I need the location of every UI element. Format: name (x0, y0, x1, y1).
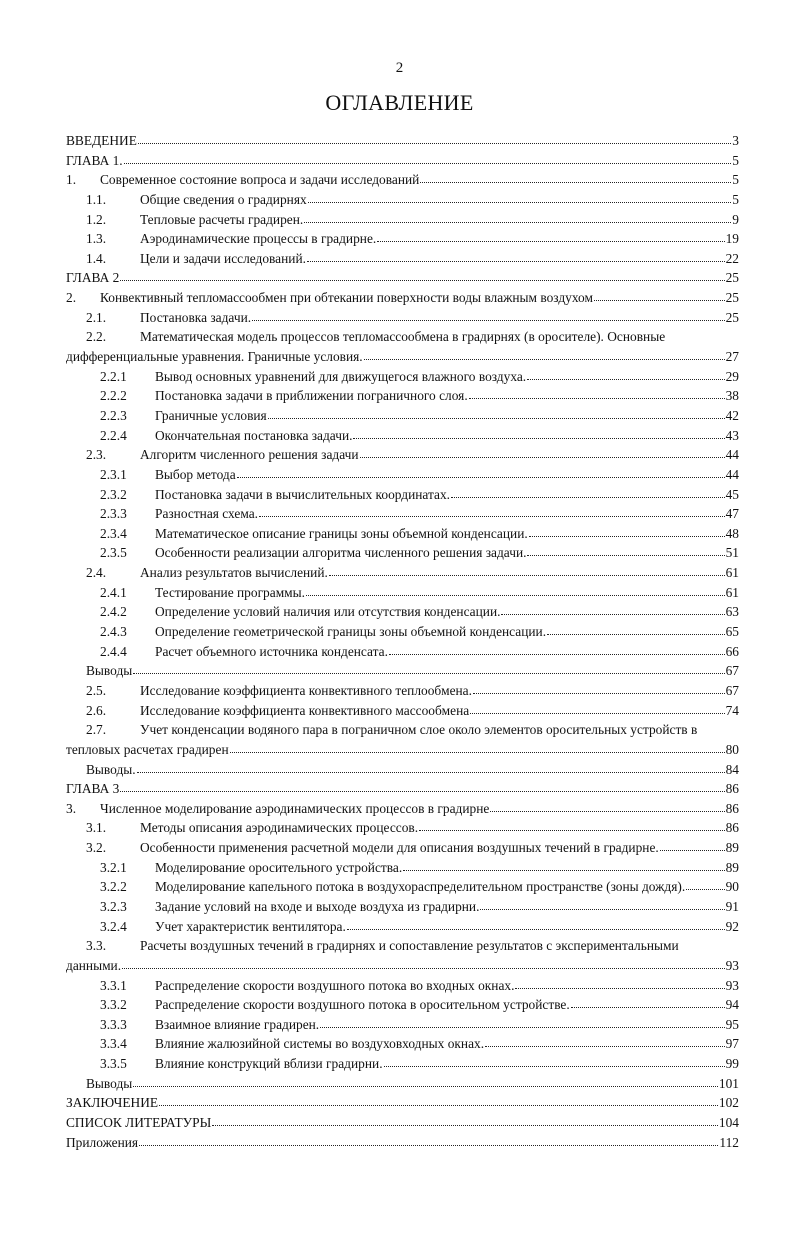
toc-entry-page: 91 (725, 898, 739, 914)
toc-entry[interactable] (66, 642, 739, 662)
dot-leader (384, 1056, 725, 1068)
toc-entry-number: 3.2.3 (100, 898, 127, 914)
toc-entry-number: 2.3.1 (100, 466, 127, 482)
toc-entry-page: 29 (725, 368, 739, 384)
toc-entry-title: Тестирование программы. (155, 584, 305, 600)
toc-entry-number: 3.2.2 (100, 879, 127, 895)
toc-entry-page: 99 (725, 1056, 739, 1072)
toc-entry-page: 48 (725, 525, 739, 541)
dot-leader (529, 526, 725, 538)
dot-leader (515, 978, 724, 990)
toc-entry-number: 2. (66, 290, 77, 306)
dot-leader (329, 565, 725, 577)
toc-entry[interactable] (66, 681, 739, 701)
toc-entry[interactable] (66, 1113, 739, 1133)
dot-leader (237, 467, 725, 479)
toc-entry-number: 2.3.4 (100, 525, 127, 541)
toc-entry[interactable] (66, 1034, 739, 1054)
toc-entry-title: ВВЕДЕНИЕ (66, 133, 137, 148)
toc-entry-number: 3.1. (86, 820, 107, 836)
toc-entry-number: 3.3. (86, 938, 107, 954)
toc-entry-title: Постановка задачи в вычислительных координатах. (155, 486, 451, 502)
toc-entry-title: Определение условий наличия или отсутствия конденсации. (155, 604, 501, 620)
toc-entry-title: Влияние конструкций вблизи градирни. (155, 1056, 383, 1072)
toc-entry-page: 27 (725, 349, 739, 365)
toc-entry-title: Распределение скорости воздушного потока в оросительном устройстве. (155, 997, 570, 1013)
toc-entry-title: Постановка задачи в приближении пограничного слоя. (155, 388, 468, 404)
toc-entry-title: Математическая модель процессов тепломассообмена в градирнях (в оросителе). Основные (140, 329, 666, 345)
toc-entry-number: 3.2.4 (100, 918, 127, 934)
dot-leader (124, 153, 732, 165)
toc-entry-number: 2.1. (86, 309, 107, 325)
toc-entry-title: Исследование коэффициента конвективного массообмена (140, 702, 470, 718)
toc-entry-page: 80 (725, 741, 739, 757)
toc-entry[interactable] (66, 917, 739, 937)
table-of-contents (66, 131, 739, 1152)
toc-entry-title: Моделирование капельного потока в воздухораспределительном пространстве (зоны дождя). (155, 879, 686, 895)
toc-entry-page: 9 (732, 211, 739, 227)
dot-leader (159, 1095, 718, 1107)
toc-entry-number: 2.4.3 (100, 624, 127, 640)
toc-entry-page: 97 (725, 1036, 739, 1052)
toc-entry-number: 2.2.4 (100, 427, 127, 443)
toc-entry-number: 2.2.3 (100, 407, 127, 423)
toc-entry-title: Постановка задачи. (140, 309, 252, 325)
toc-entry-page: 61 (725, 565, 739, 581)
dot-leader (420, 172, 731, 184)
dot-leader (308, 192, 732, 204)
toc-entry[interactable] (66, 583, 739, 603)
toc-entry-title: Аэродинамические процессы в градирне. (140, 231, 377, 247)
toc-entry-number: 1.4. (86, 250, 107, 266)
toc-entry[interactable] (66, 661, 739, 681)
toc-entry-title: Задание условий на входе и выходе воздуха из градирни. (155, 898, 480, 914)
toc-entry-page: 93 (725, 957, 739, 973)
toc-entry-number: 2.3.3 (100, 506, 127, 522)
toc-entry[interactable] (66, 602, 739, 622)
toc-entry-page: 101 (718, 1075, 739, 1091)
toc-entry[interactable] (66, 543, 739, 563)
toc-entry-page: 95 (725, 1016, 739, 1032)
toc-entry[interactable] (66, 445, 739, 465)
toc-entry-number: 1.2. (86, 211, 107, 227)
toc-entry-number: 1.3. (86, 231, 107, 247)
toc-title: ОГЛАВЛЕНИЕ (325, 90, 474, 115)
toc-entry-page: 66 (725, 643, 739, 659)
toc-entry[interactable] (66, 740, 739, 760)
toc-entry-title: данными. (66, 957, 122, 973)
toc-entry-title: Приложения (66, 1134, 139, 1150)
toc-entry[interactable] (66, 720, 739, 740)
toc-entry-title: Распределение скорости воздушного потока во входных окнах. (155, 977, 515, 993)
dot-leader (347, 919, 725, 931)
toc-entry-title: Выводы (86, 663, 133, 679)
toc-entry-number: 3.3.1 (100, 977, 127, 993)
dot-leader (122, 958, 725, 970)
toc-entry[interactable] (66, 799, 739, 819)
dot-leader (469, 388, 725, 400)
toc-entry-number: 2.4.2 (100, 604, 127, 620)
toc-entry[interactable] (66, 347, 739, 367)
toc-entry-page: 94 (725, 997, 739, 1013)
toc-entry-title: Цели и задачи исследований. (140, 250, 306, 266)
toc-entry-title: Выбор метода (155, 466, 236, 482)
dot-leader (686, 879, 724, 891)
toc-entry[interactable] (66, 779, 739, 799)
toc-entry-title: Тепловые расчеты градирен. (140, 211, 304, 227)
toc-entry[interactable] (66, 897, 739, 917)
dot-leader (320, 1017, 724, 1029)
toc-entry[interactable] (66, 1093, 739, 1113)
toc-entry[interactable] (66, 1074, 739, 1094)
toc-entry-page: 38 (725, 388, 739, 404)
toc-entry-title: Расчет объемного источника конденсата. (155, 643, 388, 659)
toc-entry[interactable] (66, 131, 739, 151)
page-number: 2 (395, 60, 404, 76)
toc-entry-page: 86 (725, 820, 739, 836)
dot-leader (133, 663, 724, 675)
toc-entry-title: Алгоритм численного решения задачи (140, 447, 359, 463)
toc-entry[interactable] (66, 1054, 739, 1074)
toc-entry-title: Учет характеристик вентилятора. (155, 918, 346, 934)
toc-entry-number: 3.3.3 (100, 1016, 127, 1032)
toc-entry[interactable] (66, 308, 739, 328)
toc-entry-title: Численное моделирование аэродинамических процессов в градирне (100, 800, 490, 816)
toc-entry-page: 92 (725, 918, 739, 934)
toc-entry-number: 3. (66, 800, 77, 816)
dot-leader (304, 212, 731, 224)
toc-entry[interactable] (66, 1015, 739, 1035)
dot-leader (403, 860, 724, 872)
toc-entry-page: 25 (725, 309, 739, 325)
dot-leader (547, 624, 725, 636)
dot-leader (490, 801, 724, 813)
dot-leader (137, 762, 725, 774)
toc-entry-page: 22 (725, 250, 739, 266)
toc-entry-number: 2.3.5 (100, 545, 127, 561)
toc-entry-title: Общие сведения о градирнях (140, 191, 307, 207)
toc-entry-number: 2.2. (86, 329, 107, 345)
toc-entry-page: 44 (725, 466, 739, 482)
toc-entry[interactable] (66, 524, 739, 544)
toc-entry-page: 67 (725, 663, 739, 679)
toc-entry[interactable] (66, 1133, 739, 1153)
toc-entry[interactable] (66, 170, 739, 190)
dot-leader (470, 703, 724, 715)
toc-entry-title: Граничные условия (155, 407, 267, 423)
toc-entry-number: 3.2. (86, 840, 107, 856)
toc-entry-title: Математическое описание границы зоны объемной конденсации. (155, 525, 528, 541)
toc-entry-title: Выводы (86, 1075, 133, 1091)
toc-entry-page: 93 (725, 977, 739, 993)
toc-entry-page: 47 (725, 506, 739, 522)
toc-entry-title: Окончательная постановка задачи. (155, 427, 353, 443)
toc-entry[interactable] (66, 936, 739, 956)
dot-leader (377, 231, 724, 243)
toc-entry[interactable] (66, 151, 739, 171)
toc-entry-page: 3 (732, 133, 739, 148)
dot-leader (451, 487, 725, 499)
toc-entry-title: ГЛАВА 1. (66, 152, 123, 168)
dot-leader (364, 349, 725, 361)
toc-entry-number: 3.2.1 (100, 859, 127, 875)
dot-leader (501, 604, 724, 616)
toc-entry[interactable] (66, 367, 739, 387)
toc-entry-page: 84 (725, 761, 739, 777)
dot-leader (473, 683, 725, 695)
dot-leader (120, 781, 724, 793)
toc-entry-page: 25 (725, 270, 739, 286)
toc-entry[interactable] (66, 956, 739, 976)
toc-entry[interactable] (66, 249, 739, 269)
toc-entry-page: 90 (725, 879, 739, 895)
dot-leader (252, 310, 725, 322)
toc-entry[interactable] (66, 563, 739, 583)
dot-leader (485, 1036, 725, 1048)
toc-entry-number: 3.3.5 (100, 1056, 127, 1072)
toc-entry[interactable] (66, 760, 739, 780)
dot-leader (527, 369, 724, 381)
toc-entry[interactable] (66, 327, 739, 347)
toc-entry-number: 1.1. (86, 191, 107, 207)
toc-entry-page: 43 (725, 427, 739, 443)
toc-entry-title: ГЛАВА 3 (66, 781, 120, 797)
dot-leader (353, 428, 724, 440)
toc-entry-page: 104 (718, 1115, 739, 1131)
toc-entry-number: 3.3.4 (100, 1036, 127, 1052)
toc-entry[interactable] (66, 268, 739, 288)
toc-entry-page: 102 (718, 1095, 739, 1111)
toc-entry-page: 61 (725, 584, 739, 600)
toc-entry-title: Выводы. (86, 761, 136, 777)
toc-entry-number: 2.3. (86, 447, 107, 463)
toc-entry-page: 89 (725, 840, 739, 856)
toc-entry-number: 2.2.1 (100, 368, 127, 384)
toc-entry-title: Учет конденсации водяного пара в пограничном слое около элементов оросительных устройств в (140, 722, 698, 738)
toc-entry-number: 2.6. (86, 702, 107, 718)
toc-entry-page: 44 (725, 447, 739, 463)
toc-entry-number: 3.3.2 (100, 997, 127, 1013)
toc-entry-number: 2.3.2 (100, 486, 127, 502)
toc-entry-title: СПИСОК ЛИТЕРАТУРЫ (66, 1115, 212, 1131)
toc-entry-page: 65 (725, 624, 739, 640)
toc-entry-number: 2.2.2 (100, 388, 127, 404)
toc-entry-number: 2.5. (86, 682, 107, 698)
dot-leader (268, 408, 725, 420)
toc-entry-page: 19 (725, 231, 739, 247)
toc-entry-page: 25 (725, 290, 739, 306)
toc-entry-page: 67 (725, 682, 739, 698)
dot-leader (306, 585, 725, 597)
dot-leader (571, 997, 725, 1009)
toc-entry-page: 112 (719, 1134, 739, 1150)
toc-entry-page: 86 (725, 800, 739, 816)
toc-entry-title: Взаимное влияние градирен. (155, 1016, 320, 1032)
toc-entry-page: 89 (725, 859, 739, 875)
toc-entry[interactable] (66, 288, 739, 308)
toc-entry-page: 45 (725, 486, 739, 502)
dot-leader (419, 820, 725, 832)
toc-entry-title: Особенности реализации алгоритма численного решения задачи. (155, 545, 527, 561)
toc-entry-page: 74 (725, 702, 739, 718)
toc-entry-page: 86 (725, 781, 739, 797)
dot-leader (139, 1135, 718, 1147)
toc-entry[interactable] (66, 190, 739, 210)
toc-entry[interactable] (66, 504, 739, 524)
toc-entry[interactable] (66, 976, 739, 996)
toc-entry-number: 2.4.1 (100, 584, 127, 600)
dot-leader (660, 840, 725, 852)
toc-entry-page: 5 (732, 172, 739, 188)
toc-entry-title: Определение геометрической границы зоны объемной конденсации. (155, 624, 547, 640)
dot-leader (527, 545, 724, 557)
dot-leader (230, 742, 725, 754)
toc-entry-number: 1. (66, 172, 77, 188)
toc-entry-title: ГЛАВА 2 (66, 270, 120, 286)
toc-entry-number: 2.4. (86, 565, 107, 581)
toc-entry-title: Разностная схема. (155, 506, 259, 522)
dot-leader (307, 251, 725, 263)
toc-entry[interactable] (66, 406, 739, 426)
toc-entry-number: 2.4.4 (100, 643, 127, 659)
toc-entry[interactable] (66, 426, 739, 446)
dot-leader (259, 506, 725, 518)
toc-entry[interactable] (66, 229, 739, 249)
toc-entry-title: ЗАКЛЮЧЕНИЕ (66, 1095, 159, 1111)
dot-leader (120, 270, 724, 282)
toc-entry[interactable] (66, 818, 739, 838)
toc-entry-title: Моделирование оросительного устройства. (155, 859, 403, 875)
toc-entry-title: Методы описания аэродинамических процессов. (140, 820, 419, 836)
dot-leader (389, 644, 725, 656)
toc-entry-title: Исследование коэффициента конвективного теплообмена. (140, 682, 472, 698)
toc-entry[interactable] (66, 838, 739, 858)
toc-entry-title: Влияние жалюзийной системы во воздуховходных окнах. (155, 1036, 485, 1052)
toc-entry-title: Конвективный тепломассообмен при обтекании поверхности воды влажным воздухом (100, 290, 593, 306)
toc-entry[interactable] (66, 465, 739, 485)
dot-leader (138, 133, 731, 145)
toc-entry-page: 42 (725, 407, 739, 423)
toc-entry[interactable] (66, 386, 739, 406)
toc-entry-number: 2.7. (86, 722, 107, 738)
dot-leader (360, 447, 725, 459)
toc-entry-title: тепловых расчетах градирен (66, 741, 229, 757)
toc-entry-title: дифференциальные уравнения. Граничные условия. (66, 349, 363, 365)
toc-entry-page: 63 (725, 604, 739, 620)
toc-entry[interactable] (66, 995, 739, 1015)
toc-entry[interactable] (66, 485, 739, 505)
toc-entry[interactable] (66, 622, 739, 642)
dot-leader (480, 899, 724, 911)
toc-entry-title: Расчеты воздушных течений в градирнях и сопоставление результатов с экспериментальными (140, 938, 679, 954)
toc-entry[interactable] (66, 877, 739, 897)
toc-entry[interactable] (66, 701, 739, 721)
toc-entry-page: 5 (732, 152, 739, 168)
toc-entry-title: Особенности применения расчетной модели для описания воздушных течений в градирне. (140, 840, 659, 856)
dot-leader (133, 1076, 718, 1088)
dot-leader (212, 1115, 718, 1127)
toc-entry-title: Вывод основных уравнений для движущегося влажного воздуха. (155, 368, 527, 384)
dot-leader (594, 290, 725, 302)
toc-entry-title: Современное состояние вопроса и задачи исследований (100, 172, 420, 188)
toc-entry-title: Анализ результатов вычислений. (140, 565, 328, 581)
toc-entry-page: 5 (732, 191, 739, 207)
toc-entry-page: 51 (725, 545, 739, 561)
toc-entry[interactable] (66, 858, 739, 878)
toc-entry[interactable] (66, 210, 739, 230)
